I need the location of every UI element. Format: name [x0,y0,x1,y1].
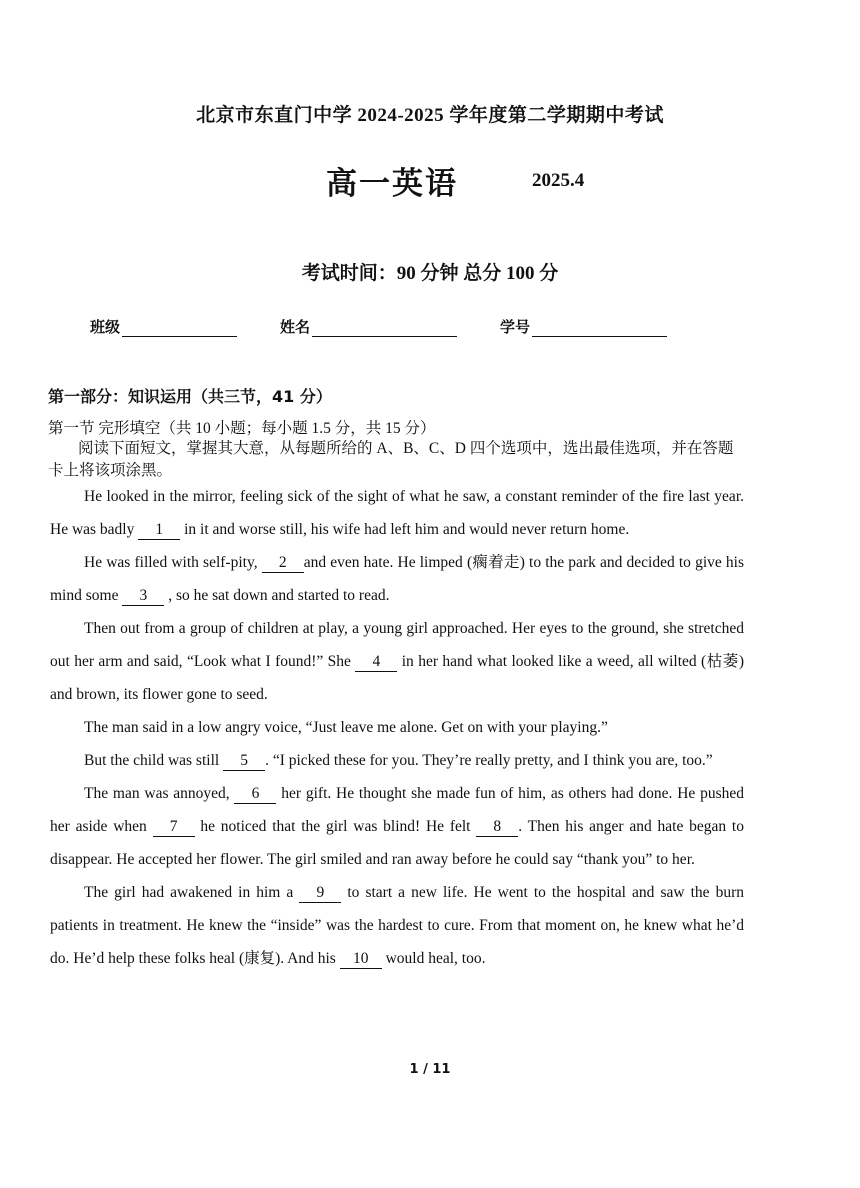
blank-3: 3 [122,587,164,606]
subject-title: 高一英语 [326,166,458,201]
blank-9: 9 [299,884,341,903]
exam-date: 2025.4 [532,170,585,191]
section1-instruction [48,438,748,482]
passage-paragraph: He was filled with self-pity, 2 and even hate. He limped (瘸着走) to the park and decided to give his mind some 3 , so he sat down and started to read. [50,554,745,604]
cloze-passage [50,480,744,975]
student-id-blank-line[interactable] [532,322,667,337]
page-number: 1 / 11 [409,1062,451,1077]
class-blank-line[interactable] [122,322,237,337]
name-label: 姓名 [280,320,311,336]
blank-4: 4 [355,653,397,672]
name-blank-line[interactable] [312,322,457,337]
class-label: 班级 [90,320,121,336]
blank-1: 1 [138,521,180,540]
passage-paragraph: The man was annoyed, 6 her gift. He thought she made fun of him, as others had done. He pushed her aside when 7 he noticed that the girl was blind! He felt 8 . Then his anger and hate began to disappear. He accepted her flower. The girl smiled and ran away before he could say “thank you” to her. [50,785,744,868]
passage-paragraph: But the child was still 5 . “I picked these for you. They’re really pretty, and I think you are, too.” [84,752,713,769]
passage-paragraph: The man said in a low angry voice, “Just leave me alone. Get on with your playing.” [84,719,608,736]
blank-6: 6 [234,785,276,804]
exam-info: 考试时间：90 分钟 总分 100 分 [301,263,559,284]
student-id-field [500,316,667,337]
school-title: 北京市东直门中学 2024-2025 学年度第二学期期中考试 [196,105,664,126]
passage-paragraph: He looked in the mirror, feeling sick of the sight of what he saw, a constant reminder of the fire last year. He was badly 1 in it and worse still, his wife had left him and would never return home. [50,488,744,538]
passage-paragraph: Then out from a group of children at play, a young girl approached. Her eyes to the ground, she stretched out her arm and said, “Look what I found!” She 4 in her hand what looked like a weed, all wilted (枯萎) and brown, its flower gone to seed. [50,620,744,703]
name-field [280,316,457,337]
blank-5: 5 [223,752,265,771]
part1-title: 第一部分：知识运用（共三节，41 分） [48,387,332,406]
blank-2: 2 [262,554,304,573]
section1-title: 第一节 完形填空（共 10 小题；每小题 1.5 分，共 15 分） [48,420,436,437]
passage-paragraph: The girl had awakened in him a 9 to start a new life. He went to the hospital and saw the burn patients in treatment. He knew the “inside” was the hardest to cure. From that moment on, he knew what he’d do. He’d help these folks heal (康复). And his 10 would heal, too. [50,884,744,967]
instruction-text: 阅读下面短文，掌握其大意，从每题所给的 A、B、C、D 四个选项中，选出最佳选项，并在答题卡上将该项涂黑。 [48,440,734,479]
blank-8: 8 [476,818,518,837]
student-id-label: 学号 [500,320,531,336]
class-field [90,316,237,337]
blank-7: 7 [153,818,195,837]
blank-10: 10 [340,950,382,969]
